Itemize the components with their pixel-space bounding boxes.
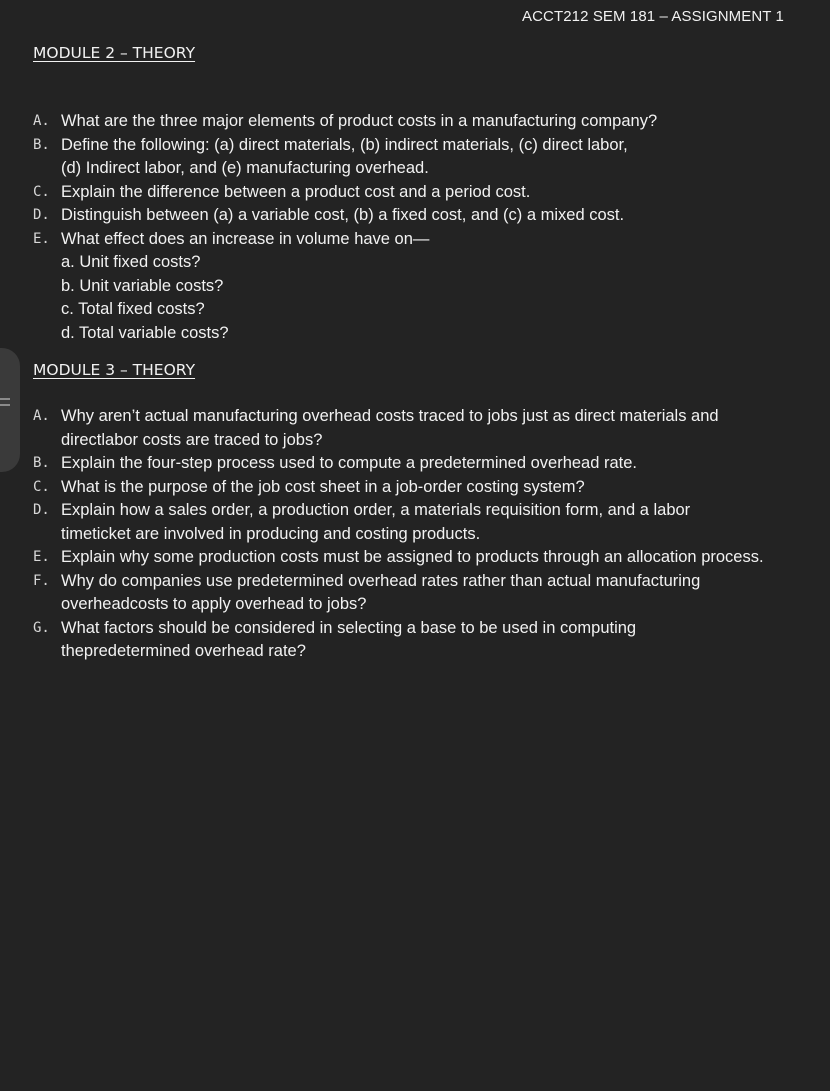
question-text: What factors should be considered in selecting a base to be used in computing — [61, 618, 637, 637]
question-text: thepredetermined overhead rate? — [61, 642, 306, 660]
question-letter: F. — [33, 572, 50, 589]
question-letter: G. — [33, 619, 50, 636]
question-item — [0, 405, 830, 452]
question-letter: C. — [33, 478, 50, 495]
question-letter: B. — [33, 455, 50, 471]
module-3-title: MODULE 3 – THEORY — [33, 361, 196, 379]
question-item — [0, 570, 830, 617]
module-3-question-list — [0, 405, 830, 664]
question-item — [0, 110, 830, 134]
question-text: Explain how a sales order, a production order, a materials requisition form, and a labor — [61, 501, 691, 519]
question-letter: E. — [33, 549, 50, 565]
question-letter: A. — [33, 113, 50, 129]
sub-question-item: b. Unit variable costs? — [61, 276, 224, 295]
question-text: Explain the four-step process used to compute a predetermined overhead rate. — [61, 454, 638, 472]
question-item — [0, 181, 830, 205]
question-item — [0, 476, 830, 500]
question-text: (d) Indirect labor, and (e) manufacturing overhead. — [61, 159, 429, 177]
sub-question-item: a. Unit fixed costs? — [61, 253, 201, 271]
question-text: Explain why some production costs must be assigned to products through an allocation process. — [61, 548, 764, 566]
question-letter: B. — [33, 136, 50, 153]
question-text: Explain the difference between a product cost and a period cost. — [61, 182, 531, 201]
question-letter: C. — [33, 183, 50, 200]
question-letter: D. — [33, 207, 50, 223]
question-text: What is the purpose of the job cost sheet in a job-order costing system? — [61, 477, 585, 496]
question-text: Define the following: (a) direct materials, (b) indirect materials, (c) direct labor, — [61, 135, 628, 154]
document-header: ACCT212 SEM 181 – ASSIGNMENT 1 — [522, 8, 784, 25]
question-text: directlabor costs are traced to jobs? — [61, 430, 323, 449]
sub-question-item: d. Total variable costs? — [61, 323, 229, 342]
question-letter: D. — [33, 502, 50, 518]
question-item — [0, 134, 830, 181]
sub-question-item: c. Total fixed costs? — [61, 300, 205, 318]
question-text: What effect does an increase in volume have on— — [61, 229, 430, 248]
question-item — [0, 452, 830, 476]
question-item — [0, 617, 830, 664]
question-text: Distinguish between (a) a variable cost, (b) a fixed cost, and (c) a mixed cost. — [61, 206, 625, 224]
question-text: timeticket are involved in producing and costing products. — [61, 524, 481, 543]
question-letter: E. — [33, 230, 50, 247]
question-text: Why aren’t actual manufacturing overhead costs traced to jobs just as direct materials and — [61, 407, 719, 425]
question-text: What are the three major elements of product costs in a manufacturing company? — [61, 112, 658, 130]
question-item — [0, 546, 830, 570]
question-text: Why do companies use predetermined overhead rates rather than actual manufacturing — [61, 571, 701, 590]
module-2-title: MODULE 2 – THEORY — [33, 44, 196, 62]
grip-line-icon — [0, 398, 10, 400]
question-item — [0, 228, 830, 346]
question-text: overheadcosts to apply overhead to jobs? — [61, 595, 367, 613]
question-item — [0, 499, 830, 546]
question-letter: A. — [33, 408, 50, 424]
module-2-question-list — [0, 110, 830, 345]
sub-question-list — [61, 251, 830, 345]
question-item — [0, 204, 830, 228]
